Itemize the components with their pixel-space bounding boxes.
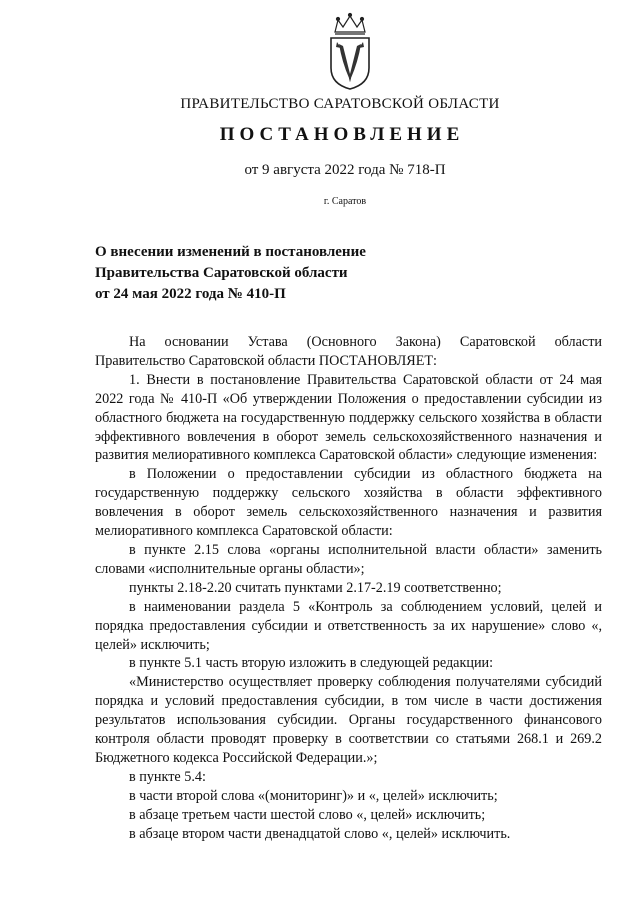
body-paragraph: «Министерство осуществляет проверку соблюдения получателями субсидий порядка и условий предоставления субсидии, в том числе в части достижения результатов использования субсидии. Органы государственного финансового контроля области проводят проверку в соответствии со статьями 268.1 и 269.2 Бюджетного кодекса Российской Федерации.»; (95, 674, 602, 766)
organization-name: ПРАВИТЕЛЬСТВО САРАТОВСКОЙ ОБЛАСТИ (180, 96, 500, 112)
body-paragraph: На основании Устава (Основного Закона) Саратовской области Правительство Саратовской области ПОСТАНОВЛЯЕТ: (95, 334, 602, 369)
document-city: г. Саратов (323, 196, 367, 207)
document-date-number: от 9 августа 2022 года № 718-П (244, 162, 446, 178)
document-type: ПОСТАНОВЛЕНИЕ (219, 124, 465, 145)
body-paragraph: в наименовании раздела 5 «Контроль за соблюдением условий, целей и порядка предоставления субсидии и ответственность за их нарушение» слово «, целей» исключить; (95, 598, 602, 653)
document-subject (95, 242, 495, 305)
body-paragraph: пункты 2.18-2.20 считать пунктами 2.17-2.19 соответственно; (129, 579, 502, 596)
body-paragraph: в части второй слова «(мониторинг)» и «, целей» исключить; (129, 787, 498, 804)
body-paragraph: в пункте 5.4: (129, 768, 206, 785)
body-paragraph: 1. Внести в постановление Правительства Саратовской области от 24 мая 2022 года № 410-П «Об утверждении Положения о предоставлении субсидии из областного бюджета на государственную поддержку сельского хозяйства в области эффективного вовлечения в оборот земель сельскохозяйственного назначения и развития мелиоративного комплекса Саратовской области» следующие изменения: (95, 371, 602, 464)
body-paragraph: в пункте 5.1 часть вторую изложить в следующей редакции: (129, 655, 494, 672)
body-paragraph: в пункте 2.15 слова «органы исполнительной власти области» заменить словами «исполнительные органы области»; (95, 541, 602, 577)
body-paragraph: в абзаце третьем части шестой слово «, целей» исключить; (129, 806, 486, 823)
document-body (95, 333, 602, 843)
body-paragraph: в Положении о предоставлении субсидии из областного бюджета на государственную поддержку сельского хозяйства в области эффективного вовлечения в оборот земель сельскохозяйственного назначения и развития мелиоративного комплекса Саратовской области: (95, 466, 602, 540)
coat-of-arms-icon (327, 12, 373, 90)
subject-line: от 24 мая 2022 года № 410-П (95, 286, 286, 302)
subject-line: О внесении изменений в постановление (95, 244, 366, 260)
body-paragraph: в абзаце втором части двенадцатой слово «, целей» исключить. (129, 825, 511, 842)
subject-line: Правительства Саратовской области (95, 265, 348, 281)
